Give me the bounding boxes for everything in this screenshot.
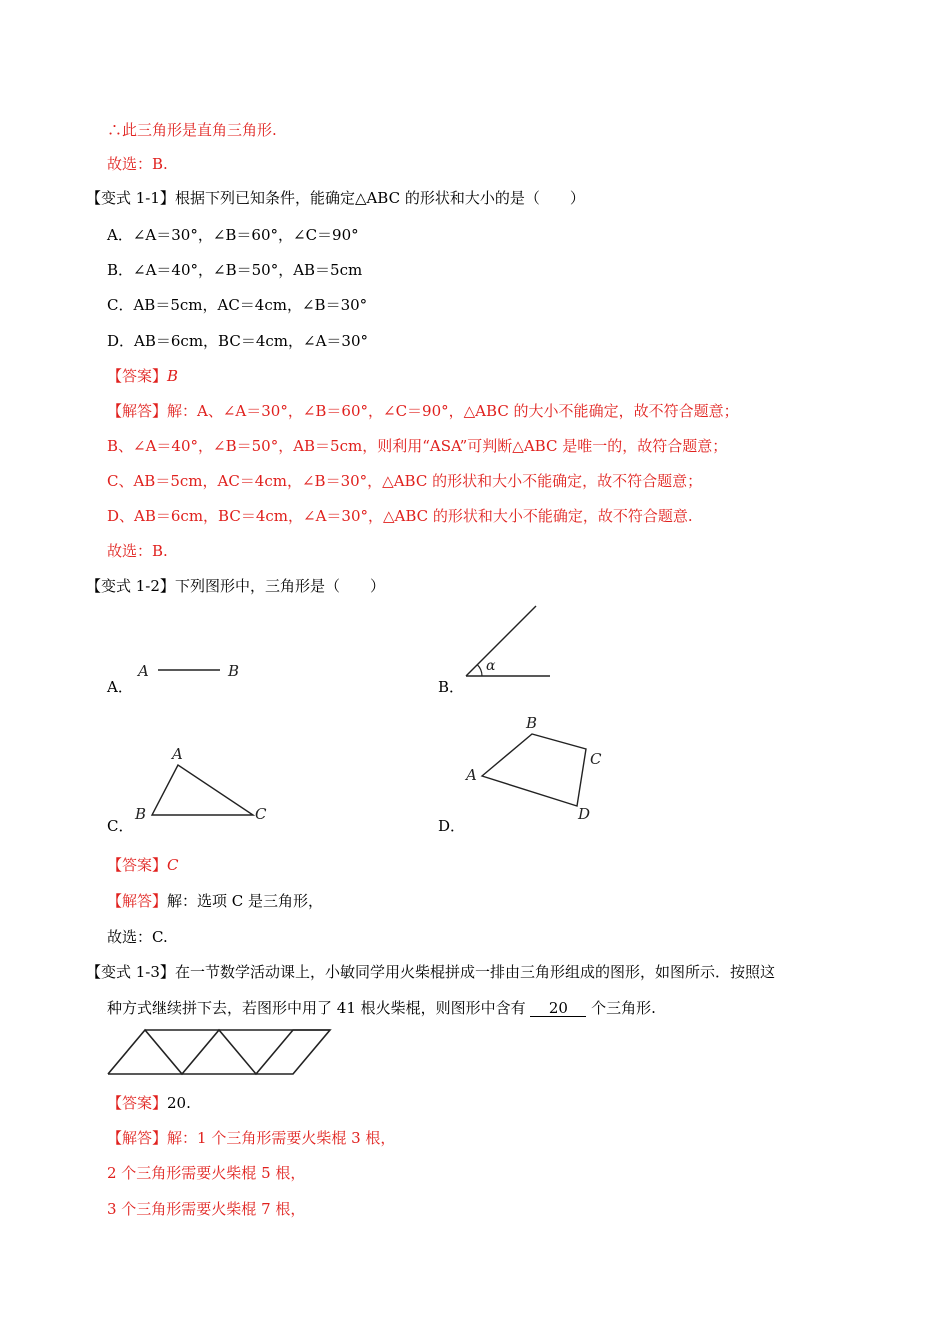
q12-option-d-label: D． xyxy=(438,817,466,835)
q11-stem: 根据下列已知条件，能确定△ABC 的形状和大小的是（ ） xyxy=(174,189,585,207)
quad-point-a-label: A xyxy=(466,766,477,784)
q11-solution-label: 【解答】 xyxy=(107,402,168,420)
q11-option-a: A．∠A＝30°，∠B＝60°，∠C＝90° xyxy=(107,226,359,244)
angle-ray-diagonal xyxy=(466,606,536,676)
q12-option-b-label: B． xyxy=(438,678,465,696)
point-a-label: A xyxy=(138,662,149,680)
q11-stem-line xyxy=(86,188,585,208)
q13-solution-label: 【解答】 xyxy=(107,1129,168,1147)
matchstick-strip xyxy=(108,1030,330,1074)
q11-solution-line-2: B、∠A＝40°，∠B＝50°，AB＝5cm，则利用“ASA”可判断△ABC 是唯一的，故符合题意； xyxy=(107,437,728,455)
q11-option-c: C．AB＝5cm，AC＝4cm，∠B＝30° xyxy=(107,296,368,314)
triangle-shape xyxy=(152,765,253,815)
figure-quadrilateral-abcd xyxy=(462,712,612,827)
q11-answer-label: 【答案】 xyxy=(107,367,168,385)
q11-solution-line-1 xyxy=(107,401,739,421)
prev-conclusion: ∴此三角形是直角三角形. xyxy=(107,121,277,139)
q13-solution-line-3: 3 个三角形需要火柴棍 7 根， xyxy=(107,1200,306,1218)
q12-option-c-label: C． xyxy=(107,817,134,835)
tri-point-c-label: C xyxy=(255,805,267,823)
q11-answer: B xyxy=(167,367,179,385)
q11-solution-1: 解：A、∠A＝30°，∠B＝60°，∠C＝90°，△ABC 的大小不能确定，故不符合题意； xyxy=(167,402,739,420)
q11-tag: 【变式 1-1】 xyxy=(86,189,175,207)
figure-matchstick-triangles xyxy=(106,1028,336,1078)
point-b-label: B xyxy=(228,662,240,680)
q13-solution-line-2: 2 个三角形需要火柴棍 5 根， xyxy=(107,1164,306,1182)
q13-stem-1: 在一节数学活动课上，小敏同学用火柴棍拼成一排由三角形组成的图形，如图所示．按照这 xyxy=(174,963,775,981)
q12-answer: C xyxy=(167,856,179,874)
q12-solution-line xyxy=(107,891,323,911)
q13-stem-line-2 xyxy=(107,998,656,1018)
angle-alpha-label: α xyxy=(486,658,496,674)
q13-solution-line-1 xyxy=(107,1128,395,1148)
angle-arc xyxy=(477,665,482,676)
figure-angle xyxy=(462,602,562,682)
q12-choose: 故选：C. xyxy=(107,928,168,946)
q11-solution-line-3: C、AB＝5cm，AC＝4cm，∠B＝30°，△ABC 的形状和大小不能确定，故不符合题意； xyxy=(107,472,703,490)
figure-segment-ab xyxy=(130,655,250,685)
q13-blank-answer: 20 xyxy=(530,1000,586,1017)
quad-point-c-label: C xyxy=(590,750,602,768)
q13-answer: 20. xyxy=(167,1094,191,1112)
tri-point-b-label: B xyxy=(135,805,147,823)
q13-stem-2-pre: 种方式继续拼下去，若图形中用了 41 根火柴棍，则图形中含有 xyxy=(107,999,531,1017)
quad-point-b-label: B xyxy=(526,714,538,732)
quad-point-d-label: D xyxy=(578,805,591,823)
matchstick-zigzag xyxy=(108,1030,330,1074)
tri-point-a-label: A xyxy=(172,745,183,763)
q13-tag: 【变式 1-3】 xyxy=(86,963,175,981)
q12-option-a-label: A． xyxy=(107,678,133,696)
q12-stem: 下列图形中，三角形是（ ） xyxy=(174,577,385,595)
quadrilateral-shape xyxy=(482,734,586,806)
q13-answer-line xyxy=(107,1093,191,1113)
q13-solution-1: 解：1 个三角形需要火柴棍 3 根， xyxy=(167,1129,396,1147)
q12-tag: 【变式 1-2】 xyxy=(86,577,175,595)
q12-solution: 解：选项 C 是三角形， xyxy=(167,892,324,910)
q11-answer-line xyxy=(107,366,178,386)
q13-stem-2-post: 个三角形. xyxy=(586,999,656,1017)
prev-choose: 故选：B. xyxy=(107,155,168,173)
q12-stem-line xyxy=(86,576,385,596)
figure-triangle-abc xyxy=(130,740,275,830)
q13-answer-label: 【答案】 xyxy=(107,1094,168,1112)
q11-choose: 故选：B. xyxy=(107,542,168,560)
q12-answer-line xyxy=(107,855,179,875)
q11-option-d: D．AB＝6cm，BC＝4cm，∠A＝30° xyxy=(107,332,368,350)
q12-solution-label: 【解答】 xyxy=(107,892,168,910)
q11-option-b: B．∠A＝40°，∠B＝50°，AB＝5cm xyxy=(107,261,363,279)
q11-solution-line-4: D、AB＝6cm，BC＝4cm，∠A＝30°，△ABC 的形状和大小不能确定，故不符合题意. xyxy=(107,507,693,525)
q13-stem-line-1 xyxy=(86,962,775,982)
q12-answer-label: 【答案】 xyxy=(107,856,168,874)
